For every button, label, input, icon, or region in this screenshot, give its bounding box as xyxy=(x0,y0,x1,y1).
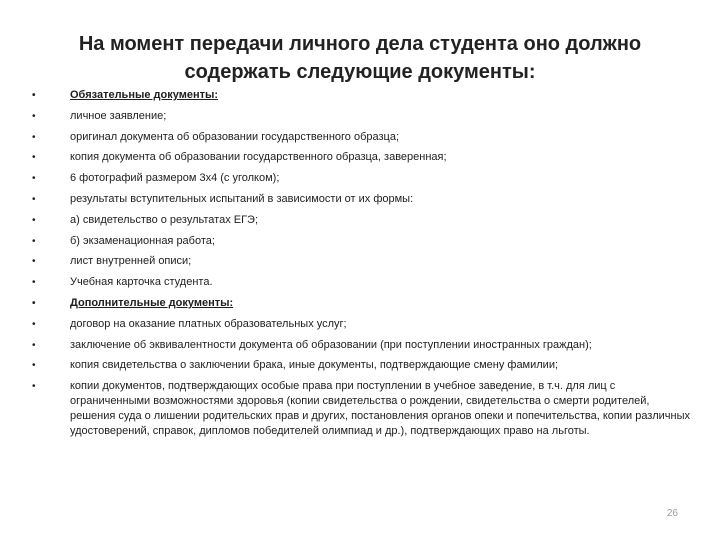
list-item: • оригинал документа об образовании государственного образца; xyxy=(30,130,690,145)
list-item: • 6 фотографий размером 3x4 (с уголком); xyxy=(30,171,690,186)
list-item: • б) экзаменационная работа; xyxy=(30,234,690,249)
list-item: • копия свидетельства о заключении брака, иные документы, подтверждающие смену фамилии; xyxy=(30,358,690,373)
title-line-2: содержать следующие документы: xyxy=(184,61,536,83)
list-item: • Обязательные документы: xyxy=(30,88,690,103)
list-item: • а) свидетельство о результатах ЕГЭ; xyxy=(30,213,690,228)
list-item: • лист внутренней описи; xyxy=(30,254,690,269)
list-item: • результаты вступительных испытаний в зависимости от их формы: xyxy=(30,192,690,207)
list-item: • личное заявление; xyxy=(30,109,690,124)
list-item: • договор на оказание платных образовательных услуг; xyxy=(30,317,690,332)
list-item: • Дополнительные документы: xyxy=(30,296,690,311)
slide-title xyxy=(40,30,680,86)
list-item: • копии документов, подтверждающих особые права при поступлении в учебное заведение, в т.ч. для лиц с ограниченными возможностями здоровья (копии свидетельства о рождении, свидетельства о смерти родителей, решения суда о лишении родительских прав и других, постановления органов опеки и попечительства, копии различных удостоверений, справок, дипломов победителей олимпиад и др.), подтверждающих право на льготы. xyxy=(30,379,690,439)
page-number: 26 xyxy=(666,508,678,519)
title-line-1: На момент передачи личного дела студента оно должно xyxy=(78,33,642,55)
document-list xyxy=(30,88,690,445)
list-item: • копия документа об образовании государственного образца, заверенная; xyxy=(30,150,690,165)
list-item: • заключение об эквивалентности документа об образовании (при поступлении иностранных граждан); xyxy=(30,338,690,353)
list-item: • Учебная карточка студента. xyxy=(30,275,690,290)
